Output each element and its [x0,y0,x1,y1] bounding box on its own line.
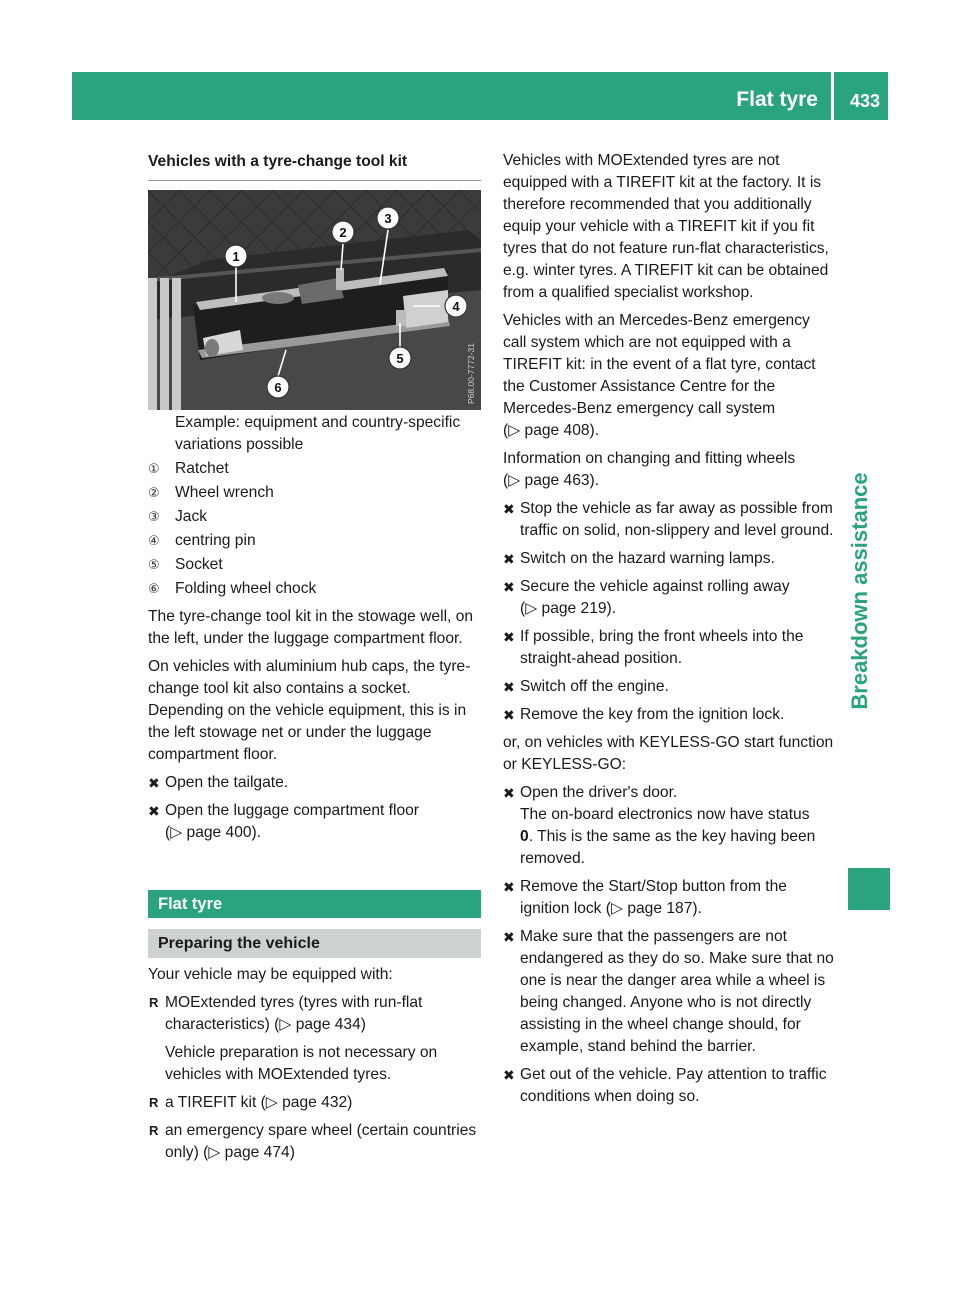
bullet-note: Vehicle preparation is not necessary on vehicles with MOExtended tyres. [165,1044,438,1083]
step-arrow-icon: ✖ [503,629,515,645]
step-item [148,772,481,794]
callout-label-3: 3 [384,211,392,226]
legend-label: centring pin [175,532,256,549]
side-marker [848,868,890,910]
bullet-text: a TIREFIT kit (▷ page 432) [165,1094,353,1111]
step-arrow-icon: ✖ [503,879,515,895]
paragraph-stowage: The tyre-change tool kit in the stowage well, on the left, under the luggage compartment floor. [148,608,474,647]
tool-kit-illustration [148,190,481,410]
bullet-item [148,1092,481,1114]
legend-number: ③ [148,509,160,524]
legend-number: ⑥ [148,581,160,596]
step-item [503,676,837,698]
step-item [503,704,837,726]
legend-label: Ratchet [175,460,229,477]
subheading-preparing-vehicle: Preparing the vehicle [148,929,481,958]
step-arrow-icon: ✖ [148,803,160,819]
legend-number: ② [148,485,160,500]
step-arrow-icon: ✖ [503,707,515,723]
step-item [503,576,837,620]
side-tab-label: Breakdown assistance [847,472,872,710]
step-text: Stop the vehicle as far away as possible from traffic on solid, non-slippery and level ground. [520,500,834,539]
step-item [503,926,837,1058]
bullet-text: an emergency spare wheel (certain countries only) (▷ page 474) [165,1122,477,1161]
step-text: Secure the vehicle against rolling away [520,578,790,595]
paragraph-changing-wheels [503,448,837,492]
step-arrow-icon: ✖ [503,501,515,517]
section-heading-tool-kit: Vehicles with a tyre-change tool kit [148,150,481,181]
bullet-icon: R [149,1095,159,1110]
bullet-text: MOExtended tyres (tyres with run-flat characteristics) (▷ page 434) [165,994,423,1033]
step-arrow-icon: ✖ [503,679,515,695]
page-reference-link[interactable]: (▷ page 408). [503,422,600,439]
callout-label-5: 5 [396,351,404,366]
callout-label-6: 6 [274,380,282,395]
step-item [503,1064,837,1108]
step-arrow-icon: ✖ [148,775,160,791]
step-text: Open the luggage compartment floor [165,802,419,819]
step-arrow-icon: ✖ [503,579,515,595]
callout-label-4: 4 [452,299,460,314]
page-reference-link[interactable]: (▷ page 400). [165,824,262,841]
step-text: Switch off the engine. [520,678,669,695]
legend-number: ④ [148,533,160,548]
page-header [72,72,888,120]
figure-caption: Example: equipment and country-specific variations possible [175,414,461,453]
legend-item [148,458,481,480]
step-text: Switch on the hazard warning lamps. [520,550,775,567]
step-item [503,548,837,570]
section-side-tab [830,436,890,746]
header-title: Flat tyre [736,88,818,111]
legend-item [148,554,481,576]
step-item [148,800,481,844]
paragraph-hub-caps: On vehicles with aluminium hub caps, the tyre-change tool kit also contains a socket. Depending on the vehicle equipment, this is in the left stowage net or under the luggage compartment floor. [148,658,471,763]
bullet-icon: R [149,1123,159,1138]
paragraph-equipped-intro: Your vehicle may be equipped with: [148,966,393,983]
callout-label-1: 1 [232,249,240,264]
step-item [503,626,837,670]
bullet-item [148,992,481,1086]
header-divider [831,72,834,120]
step-text: Make sure that the passengers are not endangered as they do so. Make sure that no one is near the danger area while a wheel is being changed. Anyone who is not directly assisting in the wheel change should, for example, stand behind the barrier. [520,928,834,1055]
page-reference-link[interactable]: (▷ page 463). [503,472,600,489]
step-text: Get out of the vehicle. Pay attention to traffic conditions when doing so. [520,1066,827,1105]
step-arrow-icon: ✖ [503,551,515,567]
bullet-item [148,1120,481,1164]
step-arrow-icon: ✖ [503,929,515,945]
left-column [148,150,481,1164]
callout-label-2: 2 [339,225,347,240]
right-column [503,150,837,1108]
step-text: Remove the Start/Stop button from the ignition lock (▷ page 187). [520,878,787,917]
legend-item [148,578,481,600]
page-reference-link[interactable]: (▷ page 219). [520,600,617,617]
section-heading-flat-tyre: Flat tyre [148,890,481,918]
paragraph-keyless-go: or, on vehicles with KEYLESS-GO start function or KEYLESS-GO: [503,734,834,773]
legend-item [148,530,481,552]
step-item [503,876,837,920]
step-item [503,498,837,542]
paragraph-changing-wheels-text: Information on changing and fitting wheels [503,450,796,467]
legend-label: Folding wheel chock [175,580,317,597]
step-arrow-icon: ✖ [503,785,515,801]
legend-item [148,506,481,528]
bullet-icon: R [149,995,159,1010]
image-code: P68.00-7772-31 [466,343,476,404]
paragraph-emergency-call-text: Vehicles with an Mercedes-Benz emergency call system which are not equipped with a TIREFIT kit: in the event of a flat tyre, contact the Customer Assistance Centre for the Mercedes-Benz emergency call system [503,312,816,417]
paragraph-emergency-call [503,310,837,442]
legend-label: Socket [175,556,223,573]
page-number: 433 [849,91,880,111]
step-note: The on-board electronics now have status [520,806,810,823]
legend-list [148,458,481,600]
legend-number: ① [148,461,160,476]
step-text: Open the driver's door. [520,784,678,801]
legend-label: Jack [175,508,208,525]
legend-item [148,482,481,504]
step-text: Remove the key from the ignition lock. [520,706,785,723]
step-note-continued: . This is the same as the key having been removed. [520,828,816,867]
tool-kit-drawing [148,190,481,410]
legend-number: ⑤ [148,557,160,572]
step-item [503,782,837,870]
paragraph-moextended: Vehicles with MOExtended tyres are not equipped with a TIREFIT kit at the factory. It is therefore recommended that you additionally equip your vehicle with a TIREFIT kit if you fit tyres that do not feature run-flat characteristics, e.g. winter tyres. A TIREFIT kit can be obtained from a qualified specialist workshop. [503,152,829,301]
status-value: 0 [520,828,529,845]
step-arrow-icon: ✖ [503,1067,515,1083]
step-text: If possible, bring the front wheels into the straight-ahead position. [520,628,804,667]
step-text: Open the tailgate. [165,774,289,791]
legend-label: Wheel wrench [175,484,274,501]
